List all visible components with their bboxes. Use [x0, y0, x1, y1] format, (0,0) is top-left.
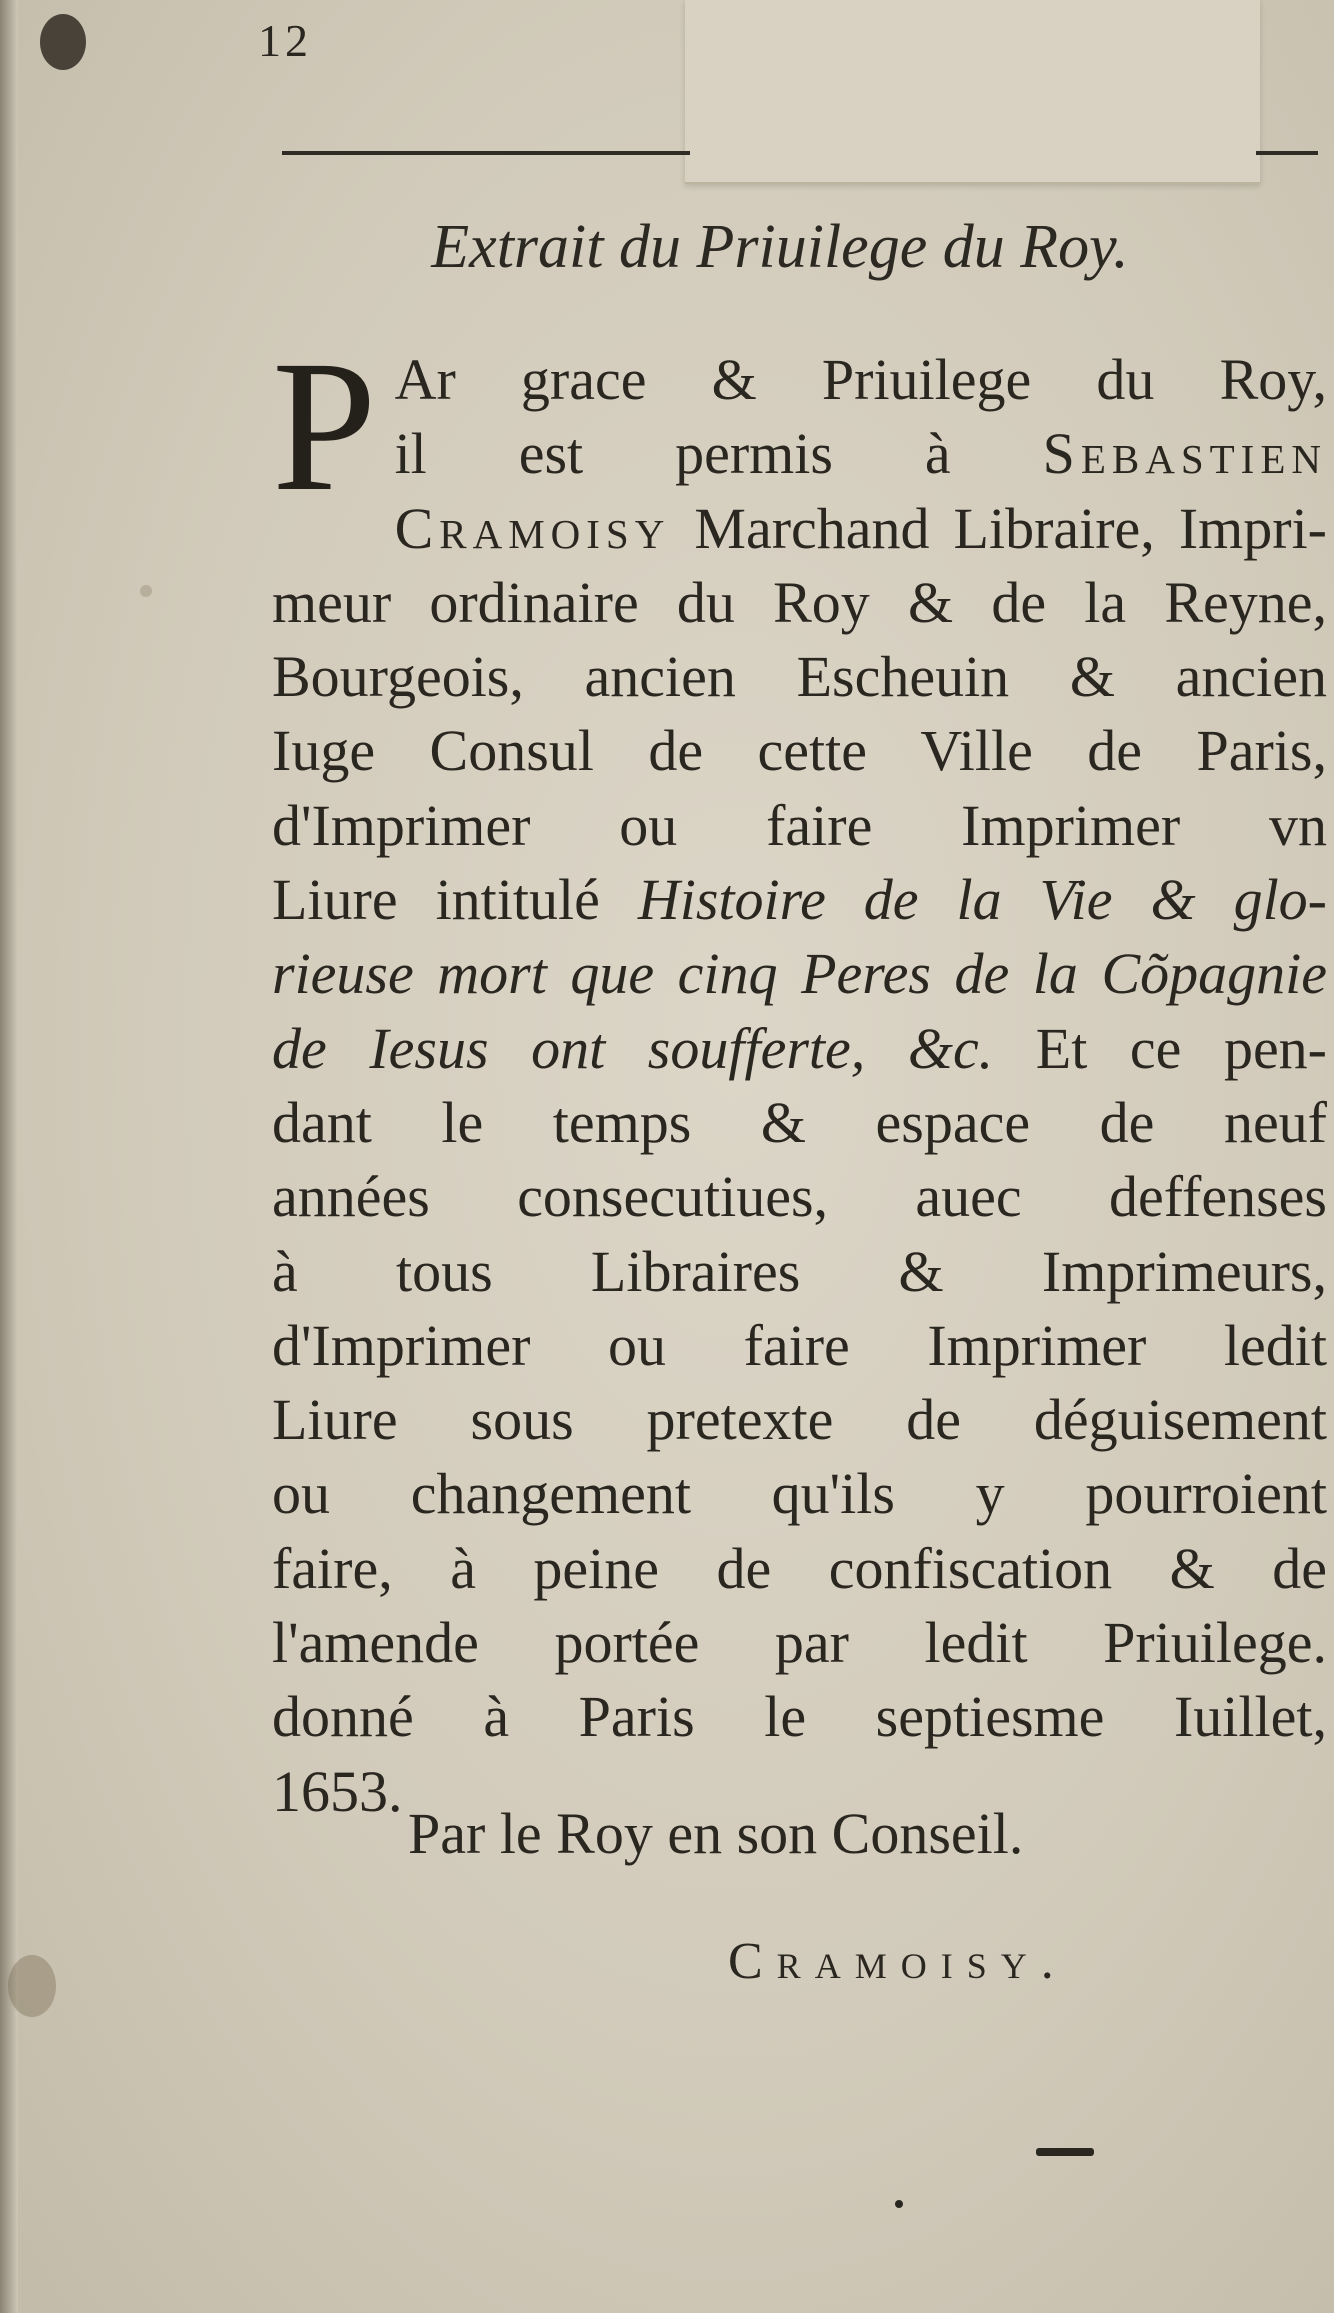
text-segment: il est permis à	[394, 421, 1043, 487]
small-caps-name: Cramoisy	[394, 495, 671, 561]
text-line	[272, 937, 1327, 1011]
text-line	[272, 417, 1327, 491]
text-line	[272, 863, 1327, 937]
text-line	[272, 1680, 1327, 1754]
text-segment: Liure intitulé	[272, 867, 638, 933]
text-segment: faire, à peine de confiscation & de	[272, 1535, 1327, 1601]
italic-title-segment: de Iesus ont soufferte, &c.	[272, 1015, 994, 1081]
ink-blot	[40, 14, 86, 70]
text-line	[272, 492, 1327, 566]
signoff-line: Par le Roy en son Conseil.	[408, 1801, 1024, 1866]
text-segment: Ar grace & Priuilege du Roy,	[394, 347, 1327, 412]
text-line	[272, 714, 1327, 788]
page-number: 12	[258, 15, 312, 66]
text-line	[272, 1532, 1327, 1606]
end-ornament	[1036, 2148, 1094, 2156]
paper-repair-patch	[685, 0, 1260, 184]
drop-cap: P	[272, 321, 377, 530]
foxing-stain	[140, 585, 152, 597]
text-segment: d'Imprimer ou faire Imprimer vn	[272, 792, 1327, 858]
text-line	[272, 1235, 1327, 1309]
printer-signature: Cramoisy.	[728, 1933, 1068, 1990]
text-segment: Marchand Libraire, Impri-	[670, 495, 1327, 561]
section-title: Extrait du Priuilege du Roy.	[431, 213, 1129, 281]
italic-title-segment: Histoire de la Vie & glo-	[637, 867, 1327, 933]
text-segment: ou changement qu'ils y pourroient	[272, 1461, 1327, 1527]
end-ornament	[895, 2200, 903, 2208]
text-line	[272, 1457, 1327, 1531]
text-segment: d'Imprimer ou faire Imprimer ledit	[272, 1312, 1327, 1378]
foxing-stain	[8, 1955, 56, 2017]
text-line	[272, 640, 1327, 714]
text-segment: donné à Paris le septiesme Iuillet,	[272, 1684, 1327, 1750]
text-line	[272, 343, 1327, 417]
text-segment: années consecutiues, auec deffenses	[272, 1164, 1327, 1230]
text-line	[272, 1309, 1327, 1383]
text-segment: meur ordinaire du Roy & de la Reyne,	[272, 569, 1327, 635]
text-segment: à tous Libraires & Imprimeurs,	[272, 1238, 1327, 1304]
privilege-text	[272, 321, 1327, 1829]
text-line	[272, 566, 1327, 640]
text-segment: 1653.	[272, 1758, 403, 1824]
text-line	[272, 1086, 1327, 1160]
text-segment: Bourgeois, ancien Escheuin & ancien	[272, 644, 1327, 710]
text-segment: dant le temps & espace de neuf	[272, 1089, 1327, 1155]
text-line	[272, 1012, 1327, 1086]
header-rule	[282, 151, 690, 155]
header-rule	[1256, 151, 1318, 155]
text-segment: l'amende portée par ledit Priuilege.	[272, 1610, 1327, 1676]
text-line	[272, 1606, 1327, 1680]
italic-title-segment: rieuse mort que cinq Peres de la Cõpagnie	[272, 941, 1327, 1007]
text-line	[272, 789, 1327, 863]
small-caps-name: Sebastien	[1042, 421, 1327, 487]
text-segment: Liure sous pretexte de déguisement	[272, 1387, 1327, 1453]
text-line	[272, 1160, 1327, 1234]
text-segment: Iuge Consul de cette Ville de Paris,	[272, 718, 1327, 784]
text-line	[272, 1383, 1327, 1457]
text-segment: Et ce pen-	[993, 1015, 1327, 1081]
